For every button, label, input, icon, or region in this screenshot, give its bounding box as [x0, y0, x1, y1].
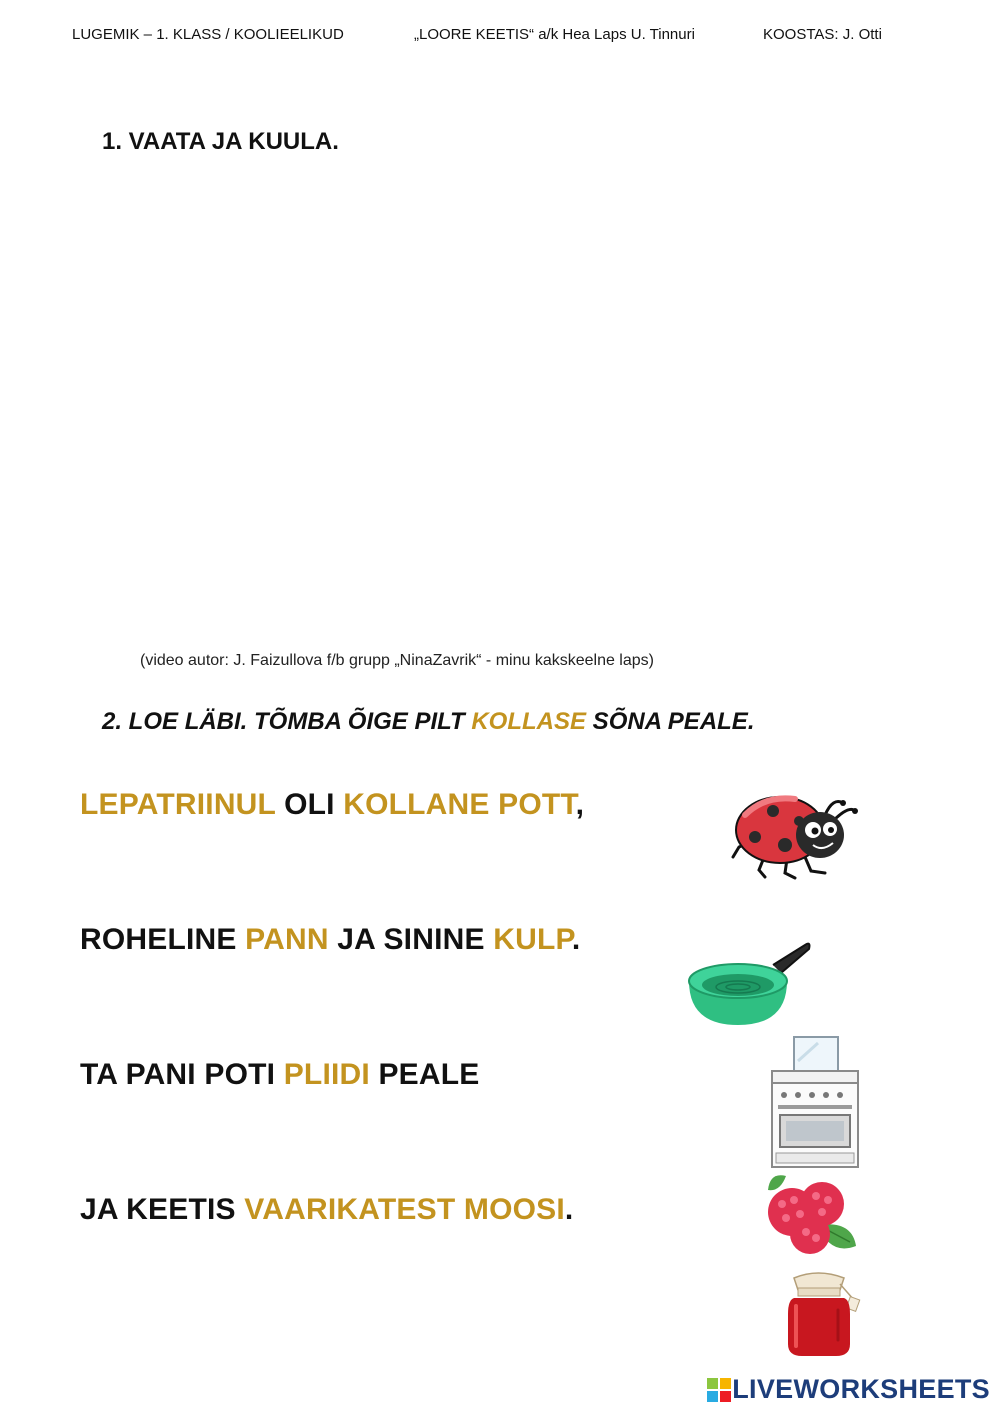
frying-pan-icon[interactable] — [683, 935, 818, 1035]
task2-part1: 2. LOE LÄBI. TÕMBA ÕIGE PILT — [102, 708, 472, 735]
word-kulp[interactable]: KULP — [493, 923, 572, 956]
video-area[interactable] — [100, 180, 900, 630]
sentence-line-4 — [80, 1193, 573, 1227]
sentence-line-2 — [80, 923, 580, 957]
word-kollane-pott[interactable]: KOLLANE POTT — [343, 788, 576, 821]
ladybug-icon[interactable] — [725, 785, 860, 890]
task2-title — [102, 708, 754, 736]
word-vaarikatest-moosi[interactable]: VAARIKATEST MOOSI — [244, 1193, 565, 1226]
sentence-line-1 — [80, 788, 584, 822]
video-credit: (video autor: J. Faizullova f/b grupp „NinaZavrik“ - minu kakskeelne laps) — [140, 652, 654, 669]
brand-name: LIVEWORKSHEETS — [732, 1374, 990, 1404]
sentence-line-3 — [80, 1058, 480, 1092]
raspberries-icon[interactable] — [760, 1170, 860, 1267]
word-ta-pani-poti: TA PANI POTI — [80, 1058, 284, 1091]
liveworksheets-logo[interactable] — [707, 1374, 990, 1405]
word-ja-keetis: JA KEETIS — [80, 1193, 245, 1226]
brand-mark-icon — [707, 1378, 731, 1402]
task2-part2: SÕNA PEALE. — [586, 708, 755, 735]
header-center: „LOORE KEETIS“ a/k Hea Laps U. Tinnuri — [414, 26, 695, 43]
word-peale: PEALE — [369, 1058, 480, 1091]
header-right: KOOSTAS: J. Otti — [763, 26, 882, 43]
jam-jar-icon[interactable] — [778, 1270, 863, 1363]
word-pann[interactable]: PANN — [245, 923, 329, 956]
punct-period: . — [564, 1193, 574, 1226]
punct-comma: , — [575, 788, 585, 821]
stove-icon[interactable] — [768, 1035, 860, 1175]
task2-highlight: KOLLASE — [471, 708, 587, 735]
task1-title: 1. VAATA JA KUULA. — [102, 128, 339, 155]
word-roheline: ROHELINE — [80, 923, 246, 956]
word-oli: OLI — [275, 788, 344, 821]
word-pliidi[interactable]: PLIIDI — [283, 1058, 370, 1091]
word-ja-sinine: JA SININE — [328, 923, 494, 956]
header-left: LUGEMIK – 1. KLASS / KOOLIEELIKUD — [72, 26, 344, 43]
word-lepatriinul[interactable]: LEPATRIINUL — [80, 788, 276, 821]
punct-period: . — [571, 923, 581, 956]
